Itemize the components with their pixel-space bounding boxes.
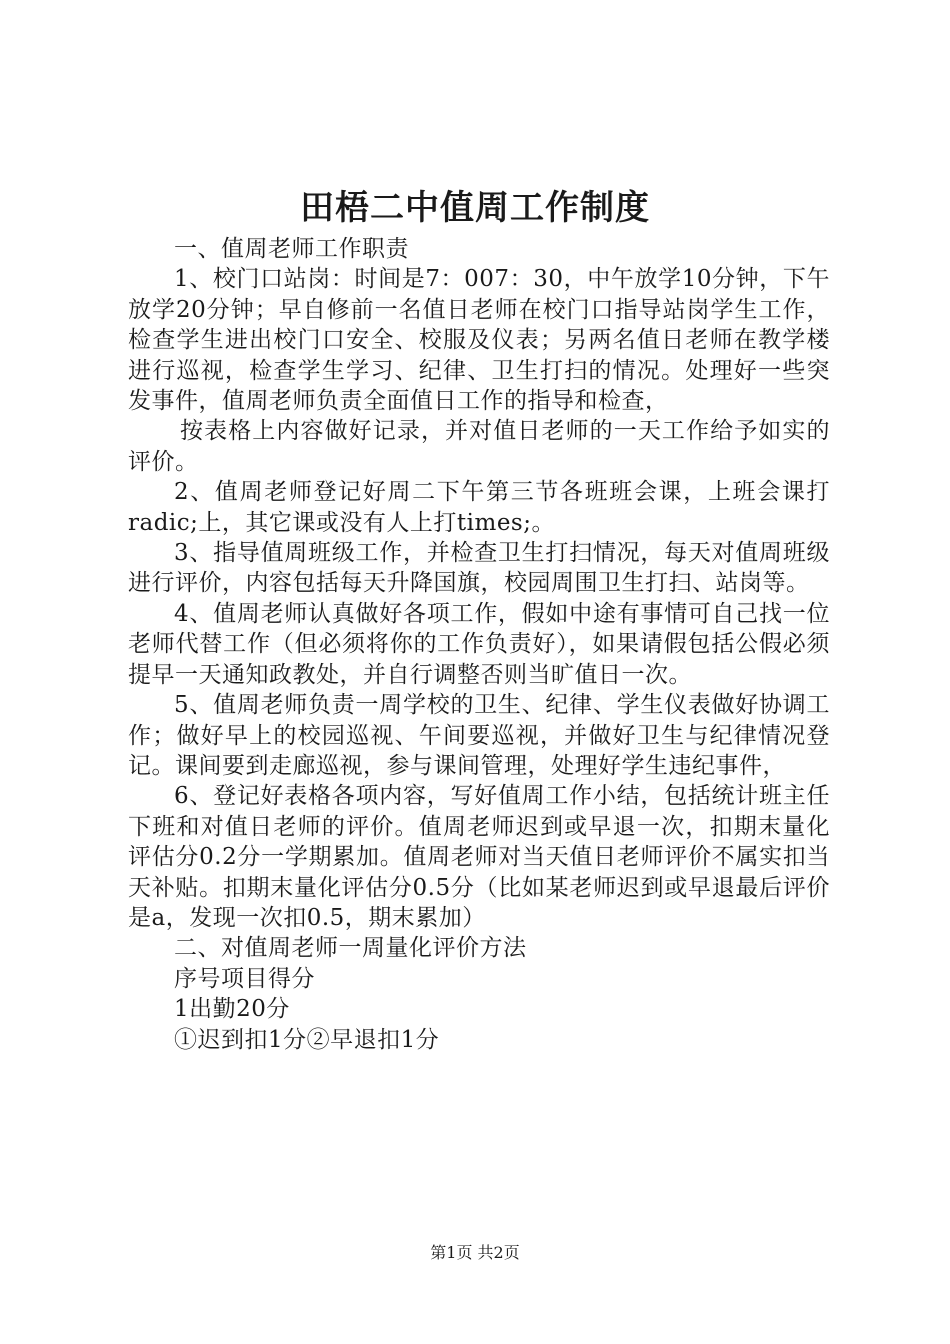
paragraph-item-4: 4、值周老师认真做好各项工作，假如中途有事情可自己找一位老师代替工作（但必须将你的工作负责好），如果请假包括公假必须提早一天通知政教处，并自行调整否则当旷值日一次。	[128, 600, 830, 688]
document-body	[128, 234, 830, 1055]
paragraph-continuation: 按表格上内容做好记录，并对值日老师的一天工作给予如实的评价。	[128, 418, 830, 475]
paragraph-item-1: 1、校门口站岗：时间是7：007：30，中午放学10分钟，下午放学20分钟；早自修前一名值日老师在校门口指导站岗学生工作，检查学生进出校门口安全、校服及仪表；另两名值日老师在教学楼进行巡视，检查学生学习、纪律、卫生打扫的情况。处理好一些突发事件，值周老师负责全面值日工作的指导和检查，	[128, 266, 830, 415]
section-heading-2: 二、对值周老师一周量化评价方法	[174, 935, 527, 962]
document-title: 田梧二中值周工作制度	[300, 188, 650, 228]
table-header-line: 序号项目得分	[174, 965, 315, 992]
paragraph-item-3: 3、指导值周班级工作，并检查卫生打扫情况，每天对值周班级进行评价，内容包括每天升降国旗，校园周围卫生打扫、站岗等。	[128, 540, 830, 597]
section-heading-1: 一、值周老师工作职责	[174, 236, 409, 262]
paragraph-item-6: 6、登记好表格各项内容，写好值周工作小结，包括统计班主任下班和对值日老师的评价。值周老师迟到或早退一次，扣期末量化评估分0.2分一学期累加。值周老师对当天值日老师评价不属实扣当天补贴。扣期末量化评估分0.5分（比如某老师迟到或早退最后评价是a，发现一次扣0.5，期末累加）	[128, 783, 830, 931]
table-row-line: 1出勤20分	[174, 996, 290, 1023]
paragraph-item-5: 5、值周老师负责一周学校的卫生、纪律、学生仪表做好协调工作；做好早上的校园巡视、午间要巡视，并做好卫生与纪律情况登记。课间要到走廊巡视，参与课间管理，处理好学生违纪事件，	[128, 692, 830, 779]
paragraph-item-2: 2、值周老师登记好周二下午第三节各班班会课，上班会课打radic;上，其它课或没有人上打times;。	[128, 479, 830, 536]
page-footer: 第1页 共2页	[430, 1243, 520, 1262]
table-detail-line: ①迟到扣1分②早退扣1分	[174, 1026, 440, 1053]
